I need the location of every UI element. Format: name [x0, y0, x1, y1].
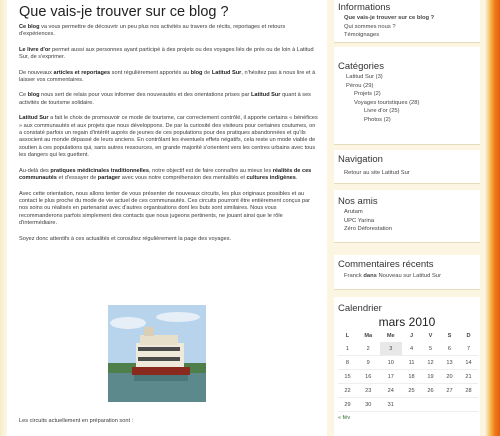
boat-photo [108, 305, 206, 402]
day-header: V [428, 332, 433, 339]
calendar-week-row [338, 342, 478, 356]
category-link[interactable]: Voyages touristiques (28) [354, 99, 420, 106]
text: nous sert de relais pour vous informer des nouveautés et des orientations prises par [39, 92, 251, 99]
bold-text: pratiques médicinales traditionnelles [50, 167, 149, 174]
calendar-day[interactable]: 11 [402, 356, 421, 370]
bold-text: cultures indigènes [246, 175, 296, 182]
friends-title: Nos amis [338, 196, 378, 207]
calendar-day[interactable]: 7 [459, 342, 478, 356]
day-header: D [466, 332, 471, 339]
category-perou[interactable] [338, 82, 476, 91]
friend-link[interactable]: Zéro Déforestation [344, 226, 393, 233]
text: Au-delà des [19, 167, 51, 174]
calendar-day[interactable]: 25 [402, 384, 421, 398]
calendar-day[interactable]: 1 [338, 342, 357, 356]
calendar-day[interactable]: 13 [440, 356, 459, 370]
category-voyages[interactable] [338, 99, 476, 108]
calendar-week-row [338, 356, 478, 370]
friend-arutam[interactable] [338, 208, 476, 217]
calendar-day [421, 398, 440, 412]
category-projets[interactable] [338, 90, 476, 99]
categories-widget [334, 47, 480, 145]
info-link[interactable]: Que vais-je trouver sur ce blog ? [344, 15, 435, 21]
calendar-week-row [338, 384, 478, 398]
bold-text: réalités de ces communautés [19, 167, 312, 182]
calendar-day [440, 398, 459, 412]
bold-text: blog [190, 69, 203, 76]
sidebar [334, 0, 480, 436]
comment-post-link[interactable]: Nouveau sur Latitud Sur [378, 273, 441, 279]
calendar-title: Calendrier [338, 303, 382, 314]
calendar-week-row [338, 370, 478, 384]
info-link[interactable]: Témoignages [344, 32, 380, 39]
calendar-day[interactable]: 4 [402, 342, 421, 356]
text: a fait le choix de promouvoir ce mode de tourisme, car correctement contrôlé, il apporte certains « bénéfices » aux communautés et aux projets que nous développons. De par la curiosité des visiteurs pour certaines coutumes, on a constaté parfois un regain d'intérêt auprès de jeunes de ces populations pour des pratiques abandonnées et qu'ils associent au monde dépassé de leurs anciens. En contrôlant les éventuels effets négatifs, cela reste un mode viable de soutien à ces populations qui, sans autres ressources, en grande majorité s'orientent vers les centres urbains avec tous les dangers qui les guettent. [19, 115, 318, 159]
text: va vous permettre de découvrir un peu plus nos activités au travers de récits, reportages et retours d'expériences. [19, 24, 286, 38]
text: , notre objectif est de faire connaître au mieux les [148, 167, 273, 174]
text: de [202, 69, 212, 76]
calendar-day[interactable]: 6 [440, 342, 459, 356]
friends-widget [334, 190, 480, 243]
day-header: L [345, 332, 350, 339]
paragraph-1 [19, 24, 319, 39]
nav-item-back[interactable] [338, 166, 476, 178]
category-link[interactable]: Latitud Sur (3) [346, 74, 383, 80]
calendar-table [338, 329, 478, 412]
calendar-widget [334, 297, 480, 436]
bold-text: Le livre d'or [19, 46, 51, 53]
calendar-day[interactable]: 18 [402, 370, 421, 384]
calendar-day[interactable]: 8 [338, 356, 357, 370]
category-latitud-sur[interactable] [338, 73, 476, 82]
text: permet aussi aux personnes ayant participé à des projets ou des voyages liés de près ou de loin à Latitud Sur, de s'exprimer. [19, 46, 314, 61]
paragraph-2 [19, 47, 319, 62]
bold-text: Latitud Sur [19, 115, 49, 122]
comments-widget [334, 255, 480, 290]
paragraph-4 [19, 92, 319, 107]
nav-link[interactable]: Retour au site Latitud Sur [344, 170, 410, 176]
category-livre-dor[interactable] [338, 107, 476, 116]
bold-text: blog [27, 92, 40, 99]
calendar-day[interactable]: 28 [459, 384, 478, 398]
day-header: J [409, 332, 414, 339]
info-link[interactable]: Qui sommes nous ? [344, 23, 396, 30]
calendar-day[interactable]: 14 [459, 356, 478, 370]
calendar-day[interactable]: 30 [357, 398, 380, 412]
calendar-day[interactable]: 26 [421, 384, 440, 398]
calendar-day[interactable]: 16 [357, 370, 380, 384]
calendar-day[interactable]: 9 [357, 356, 380, 370]
category-link[interactable]: Livre d'or (25) [364, 108, 400, 115]
paragraph-6 [19, 168, 319, 183]
comment-item[interactable] [338, 271, 476, 281]
comment-connector: dans [361, 273, 379, 279]
bold-text: Latitud Sur [250, 92, 281, 99]
calendar-day [459, 398, 478, 412]
info-item-testimonials[interactable] [338, 31, 476, 40]
paragraph-7: Avec cette orientation, nous allons tenter de vous présenter de nouveaux circuits, les plus originaux possibles et au contact le plus proche du mode de vie actuel de ces communautés. Ces circuits pourront être entièrement conçus par nos soins ou réalisés en partenariat avec d'autres organisations dont les buts sont similaires. Nous vous recommanderons parfois simplement des contacts que nous jugeons pertinents, ne jouant ainsi que le rôle d'intermédiaire. [19, 190, 311, 227]
calendar-prev-link[interactable]: « fév [338, 415, 351, 421]
text: De nouveaux [19, 69, 54, 76]
calendar-week-row [338, 398, 478, 412]
bold-text: Ce blog [19, 24, 40, 30]
text: , n'hésitez pas à nous lire et à laisser vos commentaires. [19, 69, 316, 84]
text: avec vous notre compréhension des mentalités et [120, 175, 247, 182]
text: Ce [19, 92, 28, 99]
bold-text: partager [97, 175, 121, 182]
calendar-day[interactable]: 2 [357, 342, 380, 356]
text: . [295, 175, 298, 182]
calendar-day[interactable]: 31 [380, 398, 403, 412]
day-header: Me [386, 332, 395, 339]
comments-title: Commentaires récents [338, 259, 434, 270]
bold-text: Latitud Sur [211, 69, 242, 76]
calendar-day[interactable]: 24 [380, 384, 403, 398]
calendar-day[interactable]: 5 [421, 342, 440, 356]
calendar-day[interactable]: 12 [421, 356, 440, 370]
calendar-day[interactable]: 21 [459, 370, 478, 384]
calendar-day[interactable]: 15 [338, 370, 357, 384]
calendar-month: mars 2010 [378, 315, 436, 329]
bold-text: articles et reportages [53, 69, 111, 76]
day-header: Ma [364, 332, 373, 339]
category-link[interactable]: Photos (2) [364, 116, 391, 123]
friend-link[interactable]: UPC Yarina [344, 217, 375, 224]
info-title: Informations [338, 2, 391, 13]
calendar-body [338, 342, 478, 412]
friend-upc-yarina[interactable] [338, 217, 476, 226]
calendar-day[interactable]: 3 [380, 342, 403, 356]
comment-author-link[interactable]: Franck [344, 273, 362, 279]
text: quant à ses activités de tourisme solidaire. [19, 92, 311, 106]
info-item-about[interactable] [338, 23, 476, 32]
calendar-day[interactable]: 17 [380, 370, 403, 384]
calendar-day[interactable]: 10 [380, 356, 403, 370]
post-title: Que vais-je trouver sur ce blog ? [19, 4, 229, 20]
calendar-day[interactable]: 29 [338, 398, 357, 412]
post-body [7, 24, 327, 243]
info-widget [334, 0, 480, 43]
navigation-title: Navigation [338, 154, 383, 165]
calendar-day [402, 398, 421, 412]
category-link[interactable]: Projets (2) [354, 91, 381, 98]
info-item-blog[interactable] [338, 14, 476, 23]
friend-zero-deforestation[interactable] [338, 225, 476, 234]
day-header: S [447, 332, 452, 339]
friend-link[interactable]: Arutam [344, 209, 363, 215]
text: sont régulièrement apportés au [110, 69, 191, 76]
calendar-day[interactable]: 22 [338, 384, 357, 398]
paragraph-8: Soyez donc attentifs à ces actualités et consultez régulièrement la page des voyages. [19, 235, 232, 242]
paragraph-3 [19, 70, 319, 85]
navigation-widget [334, 150, 480, 184]
main-content [7, 0, 327, 436]
boat-illustration [108, 305, 206, 402]
text: et d'essayer de [56, 175, 98, 182]
post-body-end [7, 418, 141, 433]
calendar-day[interactable]: 19 [421, 370, 440, 384]
calendar-day[interactable]: 27 [440, 384, 459, 398]
calendar-header-row [338, 329, 478, 342]
calendar-day[interactable]: 20 [440, 370, 459, 384]
category-photos[interactable] [338, 116, 476, 125]
paragraph-5 [19, 115, 319, 159]
paragraph-9: Les circuits actuellement en préparation sont : [19, 418, 134, 424]
categories-title: Catégories [338, 61, 384, 72]
category-link[interactable]: Pérou (29) [346, 82, 374, 89]
calendar-day[interactable]: 23 [357, 384, 380, 398]
